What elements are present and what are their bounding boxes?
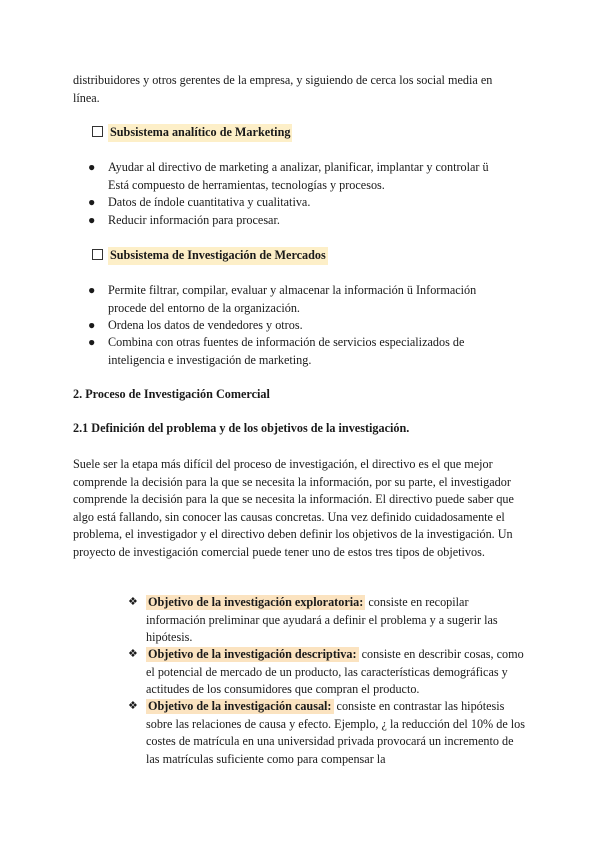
bullet-icon: ●: [88, 283, 96, 297]
bullet-icon: ●: [88, 318, 96, 332]
objective-text: consiste en recopilar información preliminar que ayudará a definir el problema y a sugerir las hipótesis.: [146, 595, 498, 644]
objective-exploratory: [128, 594, 528, 647]
research-bullet-1: ● Permite filtrar, compilar, evaluar y almacenar la información ü Información procede del entorno de la organización.: [88, 283, 477, 315]
checkbox-square-icon: [92, 249, 103, 260]
analytic-bullet-1: ● Ayudar al directivo de marketing a analizar, planificar, implantar y controlar ü Está compuesto de herramientas, tecnologías y procesos.: [88, 160, 489, 192]
section-title: 2. Proceso de Investigación Comercial: [73, 387, 270, 401]
section-subtitle: 2.1 Definición del problema y de los objetivos de la investigación.: [73, 421, 410, 435]
diamond-bullet-icon: ❖: [128, 700, 138, 712]
section-paragraph: Suele ser la etapa más difícil del proceso de investigación, el directivo es el que mejor comprende la decisión para la que se necesita la información, por su parte, el investigador comprende la decisión para la que se necesita la información. El directivo puede saber que algo está fallando, sin conocer las causas concretas. Una vez definido cuidadosamente el problema, el investigador y el directivo deben definir los objetivos de la investigación. Un proyecto de investigación comercial puede tener uno de estos tres tipos de objetivos.: [73, 457, 514, 559]
diamond-bullet-icon: ❖: [128, 648, 138, 660]
checkbox-square-icon: [92, 126, 103, 137]
research-heading-text: Subsistema de Investigación de Mercados: [108, 247, 328, 265]
objective-label: Objetivo de la investigación descriptiva:: [148, 647, 357, 661]
objective-causal: [128, 698, 528, 768]
bullet-icon: ●: [88, 160, 96, 174]
bullet-icon: ●: [88, 335, 96, 349]
objective-text: consiste en describir cosas, como el potencial de mercado de un producto, las características demográficas y actitudes de los consumidores que compran el producto.: [146, 647, 524, 696]
research-heading: [92, 247, 552, 265]
intro-line-1: distribuidores y otros gerentes de la empresa, y siguiendo de cerca los social media en: [73, 73, 493, 87]
objective-label: Objetivo de la investigación causal:: [148, 699, 332, 713]
analytic-bullet-3: ● Reducir información para procesar.: [88, 212, 508, 230]
objective-label: Objetivo de la investigación exploratoria:: [148, 595, 364, 609]
intro-line-2: línea.: [73, 90, 100, 105]
research-bullet-3: ● Combina con otras fuentes de información de servicios especializados de inteligencia e investigación de marketing.: [88, 335, 465, 367]
objective-descriptive: [128, 646, 528, 699]
bullet-icon: ●: [88, 195, 96, 209]
analytic-heading-text: Subsistema analítico de Marketing: [108, 124, 292, 142]
intro-paragraph: [73, 72, 533, 107]
objective-text: consiste en contrastar las hipótesis sobre las relaciones de causa y efecto. Ejemplo, ¿ la reducción del 10% de los costes de matrícula en una universidad privada provocará un incremento de las matrículas suficiente como para compensar la: [146, 699, 526, 766]
diamond-bullet-icon: ❖: [128, 596, 138, 608]
analytic-bullet-2: ● Datos de índole cuantitativa y cualitativa.: [88, 194, 508, 212]
bullet-icon: ●: [88, 213, 96, 227]
analytic-heading: [92, 124, 552, 142]
research-bullet-2: ● Ordena los datos de vendedores y otros.: [88, 317, 508, 335]
